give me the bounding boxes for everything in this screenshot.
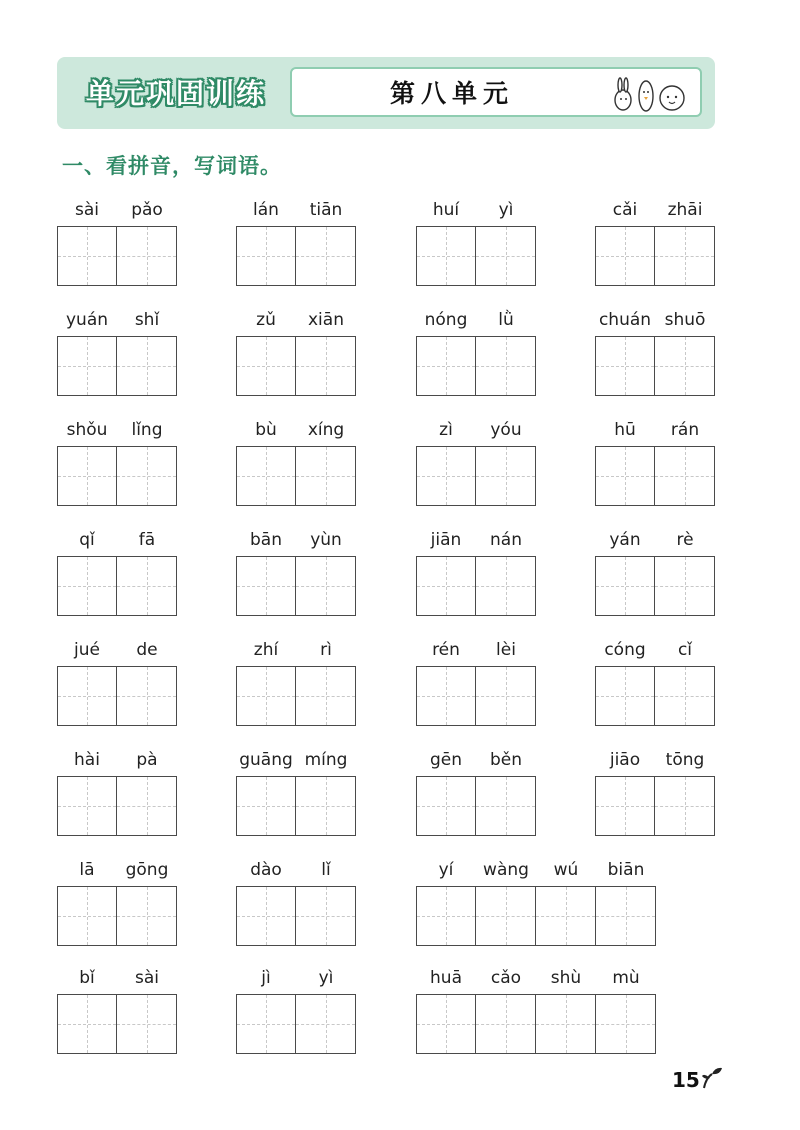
pinyin-syllable: yóu: [490, 420, 522, 440]
writing-grid: [236, 336, 356, 396]
tianzige-box[interactable]: [596, 994, 656, 1054]
tianzige-box[interactable]: [655, 666, 715, 726]
tianzige-box[interactable]: [655, 556, 715, 616]
pinyin-syllable: jì: [261, 968, 271, 988]
writing-grid: [236, 226, 356, 286]
pinyin-syllable: lā: [79, 860, 95, 880]
writing-grid: [236, 556, 356, 616]
pinyin-syllable: yuán: [65, 310, 109, 330]
tianzige-box[interactable]: [296, 994, 356, 1054]
tianzige-box[interactable]: [416, 666, 476, 726]
writing-grid: [416, 666, 536, 726]
tianzige-box[interactable]: [296, 446, 356, 506]
writing-grid: [57, 994, 177, 1054]
pinyin-syllable: běn: [489, 750, 523, 770]
pinyin-syllable: de: [136, 640, 158, 660]
pinyin-syllable: xiān: [308, 310, 344, 330]
writing-grid: [416, 226, 536, 286]
tianzige-box[interactable]: [117, 556, 177, 616]
pinyin-syllable: yì: [318, 968, 334, 988]
tianzige-box[interactable]: [57, 556, 117, 616]
writing-grid: [416, 994, 656, 1054]
tianzige-box[interactable]: [655, 446, 715, 506]
tianzige-box[interactable]: [595, 776, 655, 836]
writing-grid: [416, 886, 656, 946]
tianzige-box[interactable]: [57, 666, 117, 726]
tianzige-box[interactable]: [296, 226, 356, 286]
pinyin-syllable: huí: [432, 200, 460, 220]
mascot-illustration-icon: [610, 72, 692, 114]
tianzige-box[interactable]: [57, 446, 117, 506]
unit-title: 第八单元: [389, 79, 514, 108]
pinyin-syllable: hū: [614, 420, 636, 440]
pinyin-syllable: sài: [135, 968, 159, 988]
tianzige-box[interactable]: [57, 886, 117, 946]
tianzige-box[interactable]: [117, 994, 177, 1054]
pinyin-syllable: gēn: [429, 750, 463, 770]
tianzige-box[interactable]: [476, 666, 536, 726]
pinyin-syllable: bǐ: [79, 968, 95, 988]
pinyin-syllable: cóng: [604, 640, 646, 660]
pinyin-syllable: lán: [253, 200, 279, 220]
pinyin-syllable: huā: [430, 968, 462, 988]
pinyin-syllable: rì: [320, 640, 332, 660]
pinyin-syllable: rén: [432, 640, 460, 660]
tianzige-box[interactable]: [595, 666, 655, 726]
pinyin-syllable: rán: [670, 420, 700, 440]
pinyin-syllable: hài: [74, 750, 100, 770]
writing-grid: [595, 336, 715, 396]
pinyin-syllable: shǐ: [134, 310, 160, 330]
pinyin-syllable: fā: [138, 530, 156, 550]
tianzige-box[interactable]: [416, 886, 476, 946]
tianzige-box[interactable]: [236, 226, 296, 286]
pinyin-syllable: yán: [609, 530, 641, 550]
pinyin-syllable: jiāo: [609, 750, 641, 770]
tianzige-box[interactable]: [296, 556, 356, 616]
tianzige-box[interactable]: [655, 226, 715, 286]
tianzige-box[interactable]: [416, 994, 476, 1054]
pinyin-syllable: lǐng: [131, 420, 163, 440]
page-number: 15: [672, 1068, 700, 1092]
tianzige-box[interactable]: [236, 776, 296, 836]
pinyin-syllable: rè: [676, 530, 694, 550]
tianzige-box[interactable]: [117, 336, 177, 396]
writing-grid: [416, 336, 536, 396]
tianzige-box[interactable]: [595, 336, 655, 396]
tianzige-box[interactable]: [595, 556, 655, 616]
tianzige-box[interactable]: [476, 994, 536, 1054]
pinyin-syllable: sài: [75, 200, 99, 220]
pinyin-syllable: zǔ: [256, 310, 276, 330]
tianzige-box[interactable]: [416, 336, 476, 396]
pinyin-syllable: yùn: [310, 530, 342, 550]
pinyin-syllable: shǒu: [66, 420, 108, 440]
pinyin-syllable: mù: [612, 968, 640, 988]
pinyin-syllable: qǐ: [79, 530, 95, 550]
unit-title-box: [290, 67, 702, 117]
tianzige-box[interactable]: [236, 556, 296, 616]
tianzige-box[interactable]: [57, 776, 117, 836]
writing-grid: [57, 886, 177, 946]
tianzige-box[interactable]: [416, 776, 476, 836]
pinyin-syllable: tiān: [309, 200, 343, 220]
tianzige-box[interactable]: [536, 994, 596, 1054]
writing-grid: [57, 336, 177, 396]
tianzige-box[interactable]: [57, 336, 117, 396]
tianzige-box[interactable]: [236, 446, 296, 506]
tianzige-box[interactable]: [536, 886, 596, 946]
pinyin-syllable: cǎi: [612, 200, 638, 220]
tianzige-box[interactable]: [236, 994, 296, 1054]
pinyin-syllable: biān: [607, 860, 645, 880]
writing-grid: [416, 556, 536, 616]
writing-grid: [57, 556, 177, 616]
writing-grid: [595, 666, 715, 726]
banner-label: 单元巩固训练: [85, 77, 266, 110]
writing-grid: [236, 666, 356, 726]
tianzige-box[interactable]: [296, 666, 356, 726]
pinyin-syllable: bù: [255, 420, 277, 440]
pinyin-syllable: míng: [304, 750, 348, 770]
sprout-icon: [698, 1064, 724, 1090]
tianzige-box[interactable]: [296, 336, 356, 396]
pinyin-syllable: guāng: [239, 750, 293, 770]
writing-grid: [236, 994, 356, 1054]
tianzige-box[interactable]: [476, 556, 536, 616]
tianzige-box[interactable]: [236, 336, 296, 396]
writing-grid: [57, 666, 177, 726]
tianzige-box[interactable]: [655, 776, 715, 836]
pinyin-syllable: gōng: [125, 860, 169, 880]
tianzige-box[interactable]: [595, 446, 655, 506]
tianzige-box[interactable]: [416, 446, 476, 506]
pinyin-syllable: bān: [250, 530, 282, 550]
writing-grid: [57, 226, 177, 286]
pinyin-syllable: chuán: [598, 310, 652, 330]
tianzige-box[interactable]: [57, 226, 117, 286]
pinyin-syllable: dào: [250, 860, 282, 880]
pinyin-syllable: pǎo: [131, 200, 163, 220]
section-title: 一、看拼音，写词语。: [62, 154, 282, 178]
pinyin-syllable: yí: [438, 860, 454, 880]
pinyin-syllable: jué: [74, 640, 100, 660]
tianzige-box[interactable]: [236, 886, 296, 946]
tianzige-box[interactable]: [117, 446, 177, 506]
tianzige-box[interactable]: [296, 776, 356, 836]
tianzige-box[interactable]: [117, 886, 177, 946]
writing-grid: [595, 446, 715, 506]
writing-grid: [236, 776, 356, 836]
pinyin-syllable: jiān: [430, 530, 462, 550]
tianzige-box[interactable]: [57, 994, 117, 1054]
header-banner: [57, 57, 715, 129]
tianzige-box[interactable]: [416, 226, 476, 286]
pinyin-syllable: lǐ: [321, 860, 331, 880]
tianzige-box[interactable]: [416, 556, 476, 616]
pinyin-syllable: shuō: [664, 310, 706, 330]
tianzige-box[interactable]: [476, 336, 536, 396]
pinyin-syllable: pà: [136, 750, 158, 770]
writing-grid: [416, 776, 536, 836]
tianzige-box[interactable]: [596, 886, 656, 946]
writing-grid: [595, 776, 715, 836]
tianzige-box[interactable]: [117, 226, 177, 286]
pinyin-syllable: wàng: [483, 860, 529, 880]
tianzige-box[interactable]: [296, 886, 356, 946]
writing-grid: [595, 226, 715, 286]
writing-grid: [57, 446, 177, 506]
tianzige-box[interactable]: [117, 666, 177, 726]
pinyin-syllable: wú: [553, 860, 579, 880]
pinyin-syllable: xíng: [307, 420, 345, 440]
pinyin-syllable: zhāi: [667, 200, 703, 220]
tianzige-box[interactable]: [476, 226, 536, 286]
tianzige-box[interactable]: [655, 336, 715, 396]
pinyin-syllable: tōng: [665, 750, 705, 770]
writing-grid: [57, 776, 177, 836]
pinyin-syllable: nán: [490, 530, 522, 550]
tianzige-box[interactable]: [476, 446, 536, 506]
writing-grid: [236, 446, 356, 506]
pinyin-syllable: lèi: [496, 640, 516, 660]
writing-grid: [595, 556, 715, 616]
pinyin-syllable: lǜ: [498, 310, 514, 330]
tianzige-box[interactable]: [476, 776, 536, 836]
pinyin-syllable: shù: [550, 968, 582, 988]
writing-grid: [416, 446, 536, 506]
pinyin-syllable: zì: [439, 420, 453, 440]
tianzige-box[interactable]: [236, 666, 296, 726]
tianzige-box[interactable]: [595, 226, 655, 286]
pinyin-syllable: nóng: [424, 310, 468, 330]
pinyin-syllable: yì: [498, 200, 514, 220]
pinyin-syllable: cǐ: [677, 640, 693, 660]
tianzige-box[interactable]: [117, 776, 177, 836]
pinyin-syllable: zhí: [253, 640, 279, 660]
pinyin-syllable: cǎo: [490, 968, 522, 988]
writing-grid: [236, 886, 356, 946]
tianzige-box[interactable]: [476, 886, 536, 946]
